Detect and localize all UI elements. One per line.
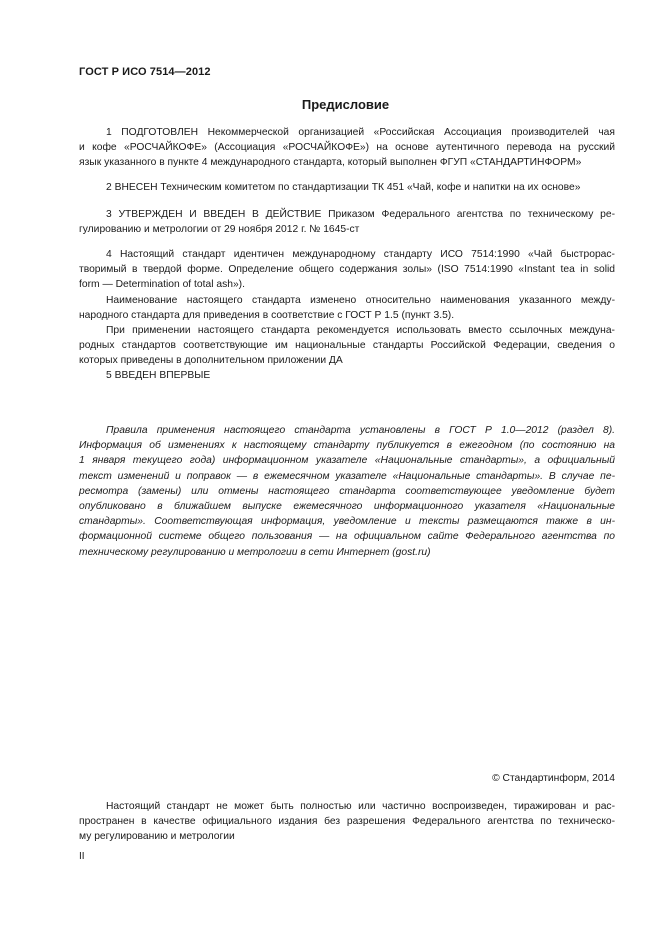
paragraph-introduced: [79, 368, 615, 383]
text-line: стандарты». Соответствующая информация, уведомление и тексты размещаются также в ин-: [79, 516, 615, 528]
text-line: которых приведены в дополнительном приложении ДА: [79, 355, 343, 367]
text-line: му регулированию и метрологии: [79, 831, 235, 843]
paragraph-approved: [79, 207, 615, 237]
paragraph-identical: [79, 247, 615, 369]
text-line: язык указанного в пункте 4 международного стандарта, который выполнен ФГУП «СТАНДАРТИНФОРМ»: [79, 157, 582, 169]
text-line: пространен в качестве официального издания без разрешения Федерального агентства по техническо-: [79, 816, 615, 828]
text-line: и кофе «РОСЧАЙКОФЕ» (Ассоциация «РОСЧАЙКОФЕ») на основе аутентичного перевода на русский: [79, 142, 615, 154]
text-line: ресмотра (замены) или отмены настоящего стандарта соответствующее уведомление будет: [79, 485, 615, 497]
text-line: 1 ПОДГОТОВЛЕН Некоммерческой организацией «Российская Ассоциация производителей чая: [106, 127, 615, 138]
reproduction-notice: [79, 799, 615, 845]
text-line: 3 УТВЕРЖДЕН И ВВЕДЕН В ДЕЙСТВИЕ Приказом Федерального агентства по техническому ре-: [106, 209, 615, 220]
text-line: техническому регулированию и метрологии в сети Интернет (gost.ru): [79, 546, 431, 558]
text-line: 4 Настоящий стандарт идентичен международному стандарту ИСО 7514:1990 «Чай быстрорас-: [106, 249, 615, 260]
document-header: ГОСТ Р ИСО 7514—2012: [79, 66, 211, 78]
text-line: 2 ВНЕСЕН Техническим комитетом по стандартизации ТК 451 «Чай, кофе и напитки на их основе»: [106, 182, 581, 193]
text-line: Правила применения настоящего стандарта установлены в ГОСТ Р 1.0—2012 (раздел 8).: [106, 425, 615, 436]
page-number: II: [79, 851, 85, 862]
text-line: родных стандартов соответствующие им национальные стандарты Российской Федерации, сведения о: [79, 340, 615, 352]
copyright-notice: © Стандартинформ, 2014: [492, 773, 615, 784]
section-title: Предисловие: [301, 97, 390, 112]
text-line: Настоящий стандарт не может быть полностью или частично воспроизведен, тиражирован и рас-: [106, 801, 615, 812]
text-line: Наименование настоящего стандарта изменено относительно наименования указанного между-: [106, 294, 615, 306]
text-line: 5 ВВЕДЕН ВПЕРВЫЕ: [106, 370, 211, 381]
text-line: текст изменений и поправок — в ежемесячном указателе «Национальные стандарты». В случае пе-: [79, 470, 615, 482]
text-line: 1 января текущего года) информационном указателе «Национальные стандарты», а официальный: [79, 455, 615, 467]
paragraph-submitted: [79, 180, 615, 195]
text-line: творимый в твердой форме. Определение общего содержания золы» (ISO 7514:1990 «Instant tea in solid: [79, 264, 615, 276]
paragraph-prepared: [79, 125, 615, 171]
text-line: формационной системе общего пользования — на официальном сайте Федерального агентства по: [79, 531, 615, 543]
text-line: народного стандарта для приведения в соответствие с ГОСТ Р 1.5 (пункт 3.5).: [79, 309, 455, 321]
text-line: При применении настоящего стандарта рекомендуется использовать вместо ссылочных междуна-: [106, 325, 615, 337]
text-line: Информация об изменениях к настоящему стандарту публикуется в ежегодном (по состоянию на: [79, 440, 615, 452]
notice-block: [79, 423, 615, 560]
text-line: опубликовано в ближайшем выпуске ежемесячного информационного указателя «Национальные: [79, 501, 615, 513]
text-line: form — Determination of total ash»).: [79, 279, 245, 291]
text-line: гулированию и метрологии от 29 ноября 2012 г. № 1645-ст: [79, 224, 360, 236]
